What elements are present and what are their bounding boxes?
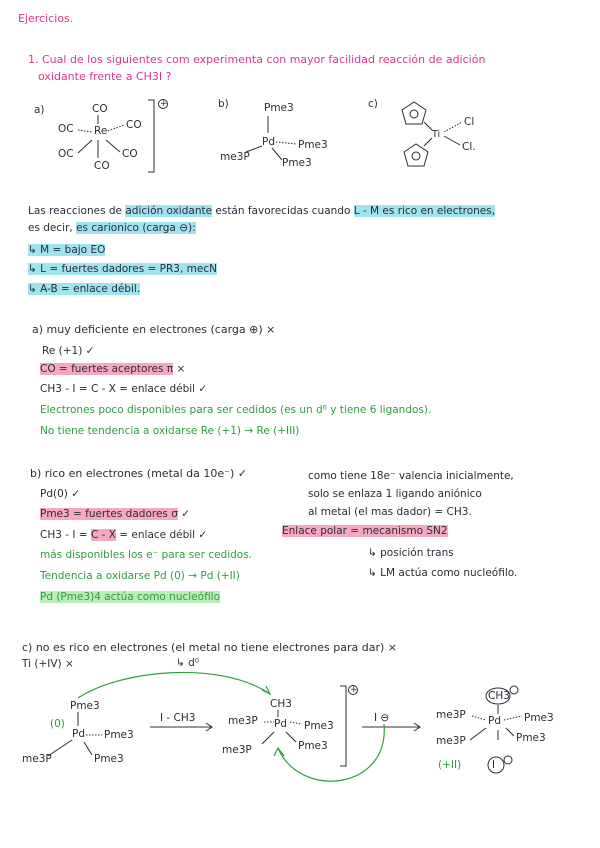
part-b-pme3-text: Pme3 = fuertes dadores σ <box>40 508 178 520</box>
question-line-2: oxidante frente a CH3I ? <box>38 70 172 83</box>
bond-m3-right <box>504 716 522 720</box>
intro-highlight-adicion: adición oxidante <box>125 205 213 217</box>
structure-c-cl-1: Cl <box>464 116 475 128</box>
bond-m1-br <box>84 742 92 755</box>
mech-s1-left: me3P <box>22 753 52 765</box>
green-arrow-2 <box>278 724 384 781</box>
structure-b-br: Pme3 <box>282 157 312 169</box>
bond-m3-bl <box>470 728 486 740</box>
mech-s3-ox: (+II) <box>438 759 462 771</box>
structure-c-metal: Ti <box>432 129 441 140</box>
ch3-charge-circle <box>510 686 518 694</box>
part-a-green-2: No tiene tendencia a oxidarse Re (+1) → Re (+III) <box>40 425 300 437</box>
part-b-ch3i-post: = enlace débil ✓ <box>115 529 208 541</box>
charge-circle-a <box>159 100 168 109</box>
part-c-header: c) no es rico en electrones (el metal no tiene electrones para dar) × <box>22 641 397 654</box>
part-b-ch3i-hl: C - X <box>90 529 116 541</box>
part-a-ch3i: CH3 - I = C - X = enlace débil ✓ <box>40 383 208 395</box>
intro-line-2-pre: es decir, <box>28 222 77 234</box>
part-b-header: b) rico en electrones (metal da 10e⁻) ✓ <box>30 467 247 480</box>
part-b-pme3-mark: ✓ <box>177 508 191 520</box>
structure-b-left: me3P <box>220 151 250 163</box>
bracket-a <box>148 100 154 172</box>
bond-b-right <box>276 142 296 144</box>
mech-arrow-1-label: I - CH3 <box>160 712 196 724</box>
intro-highlight-rico: L - M es rico en electrones, <box>353 205 496 217</box>
intro-item-2-text: ↳ L = fuertes dadores = PR3, mecN <box>28 263 217 275</box>
question-line-1: 1. Cual de los siguientes com experimenta con mayor facilidad reacción de adición <box>28 53 486 66</box>
bond-c-bottom <box>424 138 432 146</box>
mech-s2-metal: Pd <box>274 718 287 730</box>
mech-s3-iodide: I <box>492 759 496 771</box>
green-arrow-1 <box>78 672 270 698</box>
bond-m2-bl <box>262 732 274 744</box>
mech-s2-left: me3P <box>228 715 258 727</box>
bond-c-cl1 <box>444 122 462 132</box>
part-a-co-text: CO = fuertes aceptores π <box>40 363 174 375</box>
part-c-d0: ↳ d⁰ <box>176 657 200 669</box>
structure-a-co-ul: OC <box>58 123 74 135</box>
structure-b-top: Pme3 <box>264 102 294 114</box>
part-b-lm: ↳ LM actúa como nucleófilo. <box>368 567 518 579</box>
mech-s2-br: Pme3 <box>298 740 328 752</box>
structure-a-co-bottom: CO <box>94 160 110 172</box>
intro-highlight-carga: es carionico (carga ⊖): <box>76 222 196 234</box>
mech-s2-top: CH3 <box>270 698 292 710</box>
part-a-re: Re (+1) ✓ <box>42 345 95 357</box>
structure-a-co-lr: CO <box>122 148 138 160</box>
part-b-posicion: ↳ posición trans <box>368 547 454 559</box>
bond-c-cl2 <box>444 136 460 145</box>
part-a-co-mark: × <box>173 363 186 375</box>
part-b-green-3-text: Pd (Pme3)4 actúa como nucleófilo <box>40 591 221 603</box>
bond-b-br <box>272 148 282 160</box>
part-a-green-1: Electrones poco disponibles para ser cedidos (es un d⁶ y tiene 6 ligandos). <box>40 404 432 416</box>
part-b-side-3: al metal (el mas dador) = CH3. <box>308 506 472 518</box>
mech-s1-top: Pme3 <box>70 700 100 712</box>
structure-b-metal: Pd <box>262 136 275 148</box>
mech-ox-0: (0) <box>50 718 65 730</box>
part-b-side-2: solo se enlaza 1 ligando aniónico <box>308 488 482 500</box>
mech-s2-charge: + <box>350 685 358 695</box>
cp-ring-bottom <box>404 144 428 166</box>
bond-a-lr <box>106 140 120 152</box>
charge-circle-m2 <box>349 686 358 695</box>
structure-a-co-top: CO <box>92 103 108 115</box>
structure-a-metal: Re <box>94 125 108 137</box>
structure-a-label: a) <box>34 104 45 116</box>
intro-item-1-text: ↳ M = bajo EO <box>28 244 106 256</box>
structure-c-cl-2: Cl. <box>462 141 476 153</box>
bond-m3-br <box>506 728 514 736</box>
intro-item-3-text: ↳ A-B = enlace débil. <box>28 283 141 295</box>
part-b-ch3i-pre: CH3 - I = <box>40 529 91 541</box>
mech-s1-br: Pme3 <box>94 753 124 765</box>
part-b-polar-text: Enlace polar = mecanismo SN2 <box>282 525 448 537</box>
green-arrow-1-head <box>262 686 270 694</box>
bond-m2-br <box>286 732 296 742</box>
green-arrow-2-head <box>274 748 284 756</box>
mech-s2-right: Pme3 <box>304 720 334 732</box>
part-b-pd: Pd(0) ✓ <box>40 488 81 500</box>
bracket-m2 <box>340 686 346 766</box>
part-b-green-1: más disponibles los e⁻ para ser cedidos. <box>40 549 253 561</box>
page-title: Ejercicios. <box>18 12 74 25</box>
bond-a-ul <box>78 130 92 132</box>
bond-a-ur <box>108 125 124 131</box>
mech-s3-left: me3P <box>436 709 466 721</box>
mech-s1-right: Pme3 <box>104 729 134 741</box>
part-b-green-2: Tendencia a oxidarse Pd (0) → Pd (+II) <box>40 570 240 582</box>
part-b-side-1: como tiene 18e⁻ valencia inicialmente, <box>308 470 514 482</box>
part-c-ti: Ti (+IV) × <box>22 658 74 670</box>
intro-line-1-mid: están favorecidas cuando <box>212 205 354 217</box>
structure-a-charge: + <box>160 99 168 109</box>
mech-arrow-2-label: I ⊖ <box>374 712 390 724</box>
bond-m3-left <box>472 716 486 720</box>
mech-s1-metal: Pd <box>72 728 85 740</box>
mech-s3-metal: Pd <box>488 715 501 727</box>
mech-s2-bl: me3P <box>222 744 252 756</box>
mech-s3-top: CH3 <box>488 690 510 702</box>
mech-s3-br: Pme3 <box>516 732 546 744</box>
ch3-circle <box>486 688 510 704</box>
bond-b-left <box>246 146 262 152</box>
structure-a-co-ll: OC <box>58 148 74 160</box>
bond-m2-right <box>290 722 302 724</box>
structure-c-label: c) <box>368 98 378 110</box>
bond-a-ll <box>78 140 92 153</box>
structure-b-right: Pme3 <box>298 139 328 151</box>
cp-ring-bottom-inner <box>412 152 420 160</box>
cp-ring-top-inner <box>410 110 418 118</box>
mech-s3-bl: me3P <box>436 735 466 747</box>
bond-m1-left <box>48 740 72 756</box>
part-a-header: a) muy deficiente en electrones (carga ⊕) × <box>32 323 276 336</box>
structure-b-label: b) <box>218 98 229 110</box>
structure-a-co-right: CO <box>126 119 142 131</box>
cp-ring-top <box>402 102 426 124</box>
intro-line-1-pre: Las reacciones de <box>28 205 126 217</box>
bond-c-top <box>424 122 432 130</box>
iodide-circle <box>488 757 504 773</box>
iodide-charge-circle <box>504 756 512 764</box>
mech-s3-right: Pme3 <box>524 712 554 724</box>
